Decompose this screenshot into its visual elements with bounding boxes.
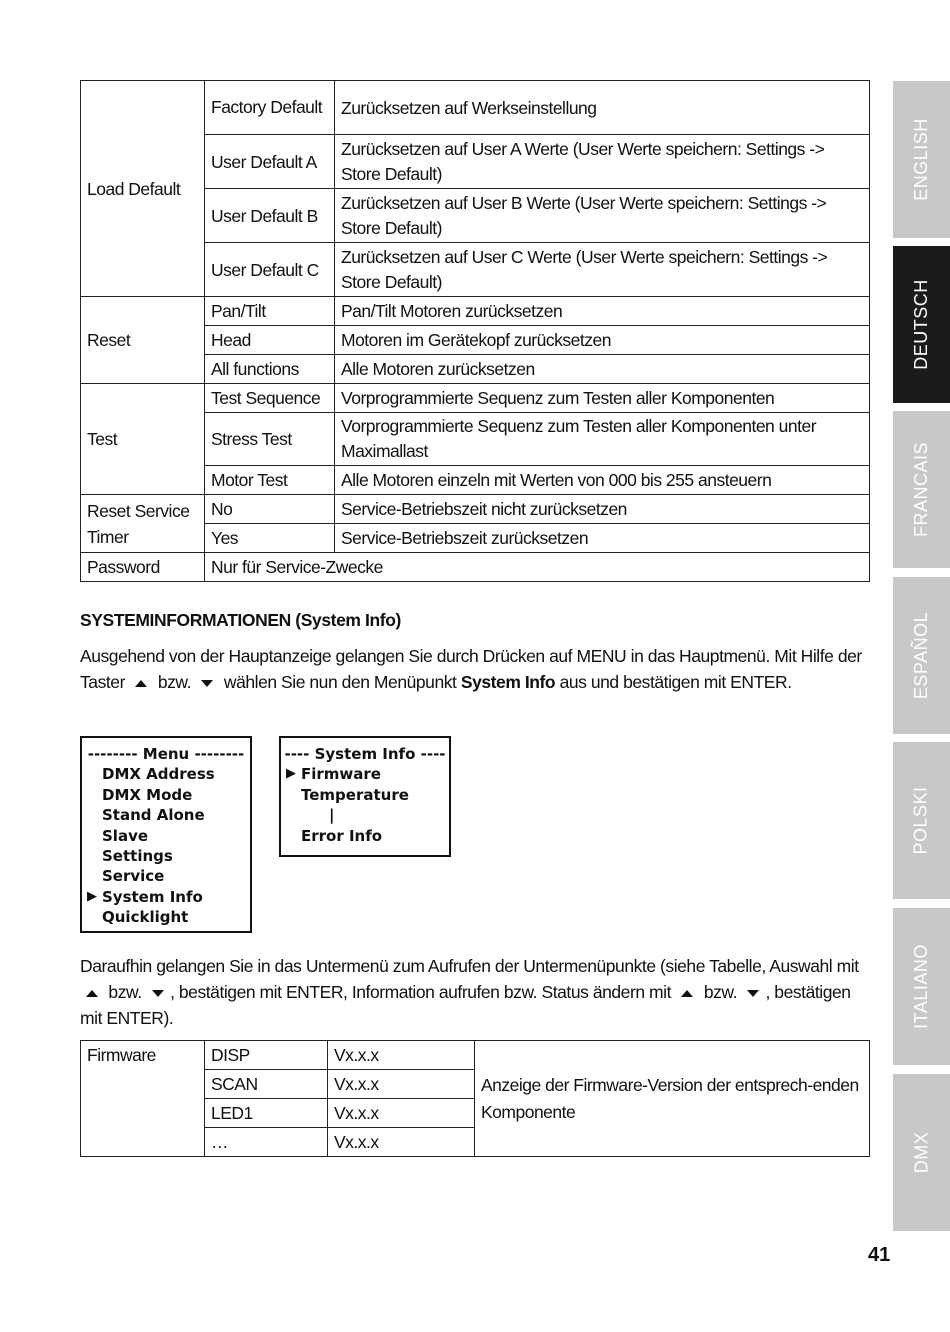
- followup-text-5: , bestätigen mit ENTER).: [80, 982, 851, 1028]
- language-tab-dmx[interactable]: [893, 1074, 950, 1231]
- option-factory-default: Factory Default: [205, 81, 335, 135]
- down-arrow-icon: [152, 990, 164, 997]
- followup-text-1: Daraufhin gelangen Sie in das Untermenü zum Aufrufen der Untermenüpunkte (siehe Tabelle, Auswahl mit: [80, 956, 859, 976]
- menu-item-stand-alone: [82, 805, 250, 825]
- followup-text-4: bzw.: [703, 982, 738, 1002]
- intro-text-2: bzw.: [157, 672, 192, 692]
- up-arrow-icon: [86, 990, 98, 997]
- settings-table: [80, 80, 870, 582]
- option-user-default-b: User Default B: [205, 189, 335, 243]
- intro-text-1: Ausgehend von der Hauptanzeige gelangen Sie durch Drücken auf MENU in das Hauptmenü. Mit Hilfe der Taster: [80, 646, 862, 692]
- language-tab-polski[interactable]: [893, 742, 950, 899]
- followup-paragraph: [80, 953, 870, 1031]
- option-test-sequence: Test Sequence: [205, 384, 335, 413]
- selection-arrow-icon: ▶: [87, 888, 97, 904]
- description-no: Service-Betriebszeit nicht zurücksetzen: [335, 495, 870, 524]
- option-pan-tilt: Pan/Tilt: [205, 297, 335, 326]
- row-label-reset: Reset: [81, 297, 205, 384]
- intro-paragraph: [80, 643, 870, 695]
- menu-item-error-info: [281, 826, 449, 846]
- row-label-password: Password: [81, 553, 205, 582]
- option-user-default-c: User Default C: [205, 243, 335, 297]
- menu-continuation-marker: [281, 805, 449, 825]
- menu-item-label: Temperature: [301, 785, 409, 804]
- description-stress-test: Vorprogrammierte Sequenz zum Testen aller Komponenten unter Maximallast: [335, 413, 870, 466]
- version-disp: Vx.x.x: [328, 1041, 475, 1070]
- description-user-default-c: Zurücksetzen auf User C Werte (User Werte speichern: Settings -> Store Default): [335, 243, 870, 297]
- description-head: Motoren im Gerätekopf zurücksetzen: [335, 326, 870, 355]
- language-tab-label: POLSKI: [911, 786, 931, 855]
- description-factory-default: Zurücksetzen auf Werkseinstellung: [335, 81, 870, 135]
- page-number: 41: [868, 1244, 891, 1266]
- description-test-sequence: Vorprogrammierte Sequenz zum Testen aller Komponenten: [335, 384, 870, 413]
- system-info-menu-display: [279, 736, 451, 857]
- system-info-menu-title: ---- System Info ----: [284, 745, 446, 763]
- component-disp: DISP: [205, 1041, 328, 1070]
- menu-item-service: [82, 866, 250, 886]
- up-arrow-icon: [135, 680, 147, 687]
- description-all-functions: Alle Motoren zurücksetzen: [335, 355, 870, 384]
- followup-text-2: bzw.: [108, 982, 142, 1002]
- component-scan: SCAN: [205, 1070, 328, 1099]
- version-ellipsis: Vx.x.x: [328, 1128, 475, 1157]
- language-tab-label: FRANCAIS: [911, 441, 932, 538]
- option-yes: Yes: [205, 524, 335, 553]
- menu-item-label: Slave: [102, 826, 149, 845]
- menu-item-label: System Info: [102, 887, 203, 906]
- menu-item-settings: [82, 846, 250, 866]
- section-heading: SYSTEMINFORMATIONEN (System Info): [80, 610, 401, 630]
- language-tab-label: ENGLISH: [911, 118, 931, 201]
- version-scan: Vx.x.x: [328, 1070, 475, 1099]
- description-password: Nur für Service-Zwecke: [205, 553, 870, 582]
- row-label-firmware: Firmware: [81, 1041, 205, 1157]
- description-pan-tilt: Pan/Tilt Motoren zurücksetzen: [335, 297, 870, 326]
- menu-item-label: Error Info: [301, 826, 383, 845]
- language-tab-italiano[interactable]: [893, 908, 950, 1065]
- option-motor-test: Motor Test: [205, 466, 335, 495]
- option-head: Head: [205, 326, 335, 355]
- language-tab-espanol[interactable]: [893, 577, 950, 734]
- row-label-test: Test: [81, 384, 205, 495]
- menu-item-label: Firmware: [301, 765, 381, 784]
- menu-item-label: Service: [102, 867, 165, 886]
- menu-item-label: Settings: [102, 847, 173, 866]
- language-tab-label: ITALIANO: [911, 944, 931, 1029]
- menu-item-temperature: [281, 785, 449, 805]
- menu-item-slave: [82, 826, 250, 846]
- menu-item-system-info: [82, 887, 250, 907]
- menu-item-label: DMX Mode: [102, 785, 193, 804]
- description-user-default-a: Zurücksetzen auf User A Werte (User Werte speichern: Settings -> Store Default): [335, 135, 870, 189]
- selection-arrow-icon: ▶: [286, 766, 296, 782]
- menu-item-dmx-mode: [82, 785, 250, 805]
- option-no: No: [205, 495, 335, 524]
- description-yes: Service-Betriebszeit zurücksetzen: [335, 524, 870, 553]
- main-menu-display: [80, 736, 252, 933]
- menu-item-label: |: [329, 806, 335, 825]
- language-tab-english[interactable]: [893, 81, 950, 238]
- language-tab-francais[interactable]: [893, 411, 950, 568]
- language-tab-label: DMX: [911, 1131, 931, 1174]
- intro-bold-system-info: System Info: [460, 672, 556, 692]
- down-arrow-icon: [201, 680, 213, 687]
- up-arrow-icon: [681, 990, 693, 997]
- menu-item-dmx-address: [82, 764, 250, 784]
- menu-item-label: DMX Address: [102, 765, 215, 784]
- firmware-table: [80, 1040, 870, 1157]
- main-menu-title: -------- Menu --------: [87, 745, 245, 763]
- row-label-load-default: Load Default: [81, 81, 205, 297]
- intro-text-3: wählen Sie nun den Menüpunkt: [223, 672, 457, 692]
- language-tab-deutsch[interactable]: [893, 246, 950, 403]
- option-stress-test: Stress Test: [205, 413, 335, 466]
- option-user-default-a: User Default A: [205, 135, 335, 189]
- firmware-description: Anzeige der Firmware-Version der entsprech-enden Komponente: [475, 1041, 870, 1157]
- description-user-default-b: Zurücksetzen auf User B Werte (User Werte speichern: Settings -> Store Default): [335, 189, 870, 243]
- option-all-functions: All functions: [205, 355, 335, 384]
- menu-item-quicklight: [82, 907, 250, 927]
- language-tab-label: ESPAÑOL: [911, 611, 932, 700]
- menu-item-label: Quicklight: [102, 908, 189, 927]
- intro-text-4: aus und bestätigen mit ENTER.: [559, 672, 792, 692]
- language-tab-label: DEUTSCH: [911, 279, 932, 370]
- description-motor-test: Alle Motoren einzeln mit Werten von 000 bis 255 ansteuern: [335, 466, 870, 495]
- component-ellipsis: …: [205, 1128, 328, 1157]
- menu-item-label: Stand Alone: [102, 806, 205, 825]
- menu-item-firmware: [281, 764, 449, 784]
- down-arrow-icon: [747, 990, 759, 997]
- followup-text-3: , bestätigen mit ENTER, Information aufrufen bzw. Status ändern mit: [170, 982, 671, 1002]
- row-label-reset-service-timer: Reset Service Timer: [81, 495, 205, 553]
- version-led1: Vx.x.x: [328, 1099, 475, 1128]
- component-led1: LED1: [205, 1099, 328, 1128]
